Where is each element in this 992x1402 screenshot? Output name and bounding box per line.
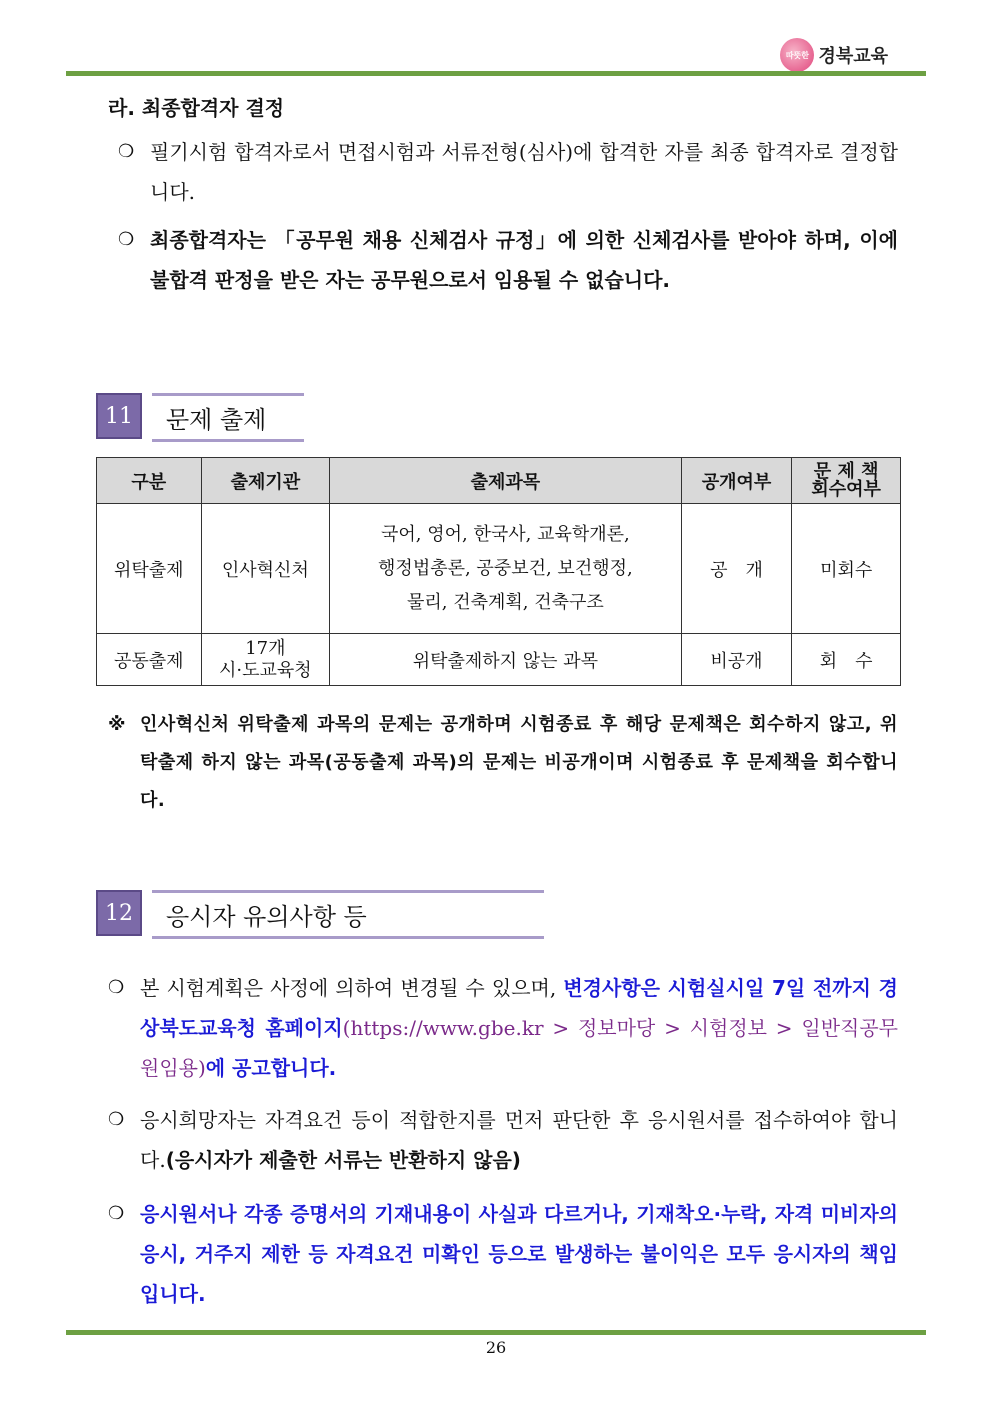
org-line: 17개	[245, 637, 286, 659]
col-header-line: 회수여부	[811, 478, 881, 500]
subject-line: 국어, 영어, 한국사, 교육학개론,	[381, 523, 630, 545]
cell-subjects	[330, 504, 682, 634]
col-header: 출제기관	[201, 458, 330, 504]
header-rule	[66, 71, 926, 76]
cell-open: 비공개	[681, 634, 792, 686]
section-number: 11	[96, 393, 142, 439]
section-title: 응시자 유의사항 등	[152, 890, 544, 939]
cell-type: 공동출제	[97, 634, 202, 686]
cell-org	[201, 634, 330, 686]
section-12-bullet-1	[108, 968, 898, 1088]
section-la-bullet-1	[118, 132, 898, 212]
header-logo	[780, 38, 888, 72]
url-text: (https://www.gbe.kr > 정보마당 > 시험정보 > 일반직공무원임용)	[140, 1016, 898, 1080]
page-number: 26	[485, 1338, 507, 1357]
note-text: 인사혁신처 위탁출제 과목의 문제는 공개하며 시험종료 후 해당 문제책은 회수하지 않고, 위탁출제 하지 않는 과목(공동출제 과목)의 문제는 비공개이며 시험종료 후 문제책을 회수합니다.	[140, 714, 898, 811]
bullet-mark: ❍	[118, 229, 135, 250]
exam-table	[96, 457, 901, 686]
col-header: 출제과목	[330, 458, 682, 504]
plain-text: 본 시험계획은 사정에 의하여 변경될 수 있으며,	[140, 976, 564, 1000]
section-12-bullet-2	[108, 1100, 898, 1180]
subject-line: 행정법총론, 공중보건, 보건행정,	[378, 557, 633, 579]
section-11-heading	[96, 393, 304, 442]
bullet-text	[140, 968, 898, 1088]
footer-rule	[66, 1330, 926, 1335]
section-la-title: 라. 최종합격자 결정	[108, 96, 285, 120]
highlight-text: 에 공고합니다.	[205, 1056, 337, 1080]
section-11-note	[108, 706, 898, 820]
org-line: 시·도교육청	[219, 659, 312, 681]
cell-subjects: 위탁출제하지 않는 과목	[330, 634, 682, 686]
logo-badge-icon: 따뜻한	[780, 38, 814, 72]
cell-open: 공 개	[681, 504, 792, 634]
section-la-bullet-2	[118, 220, 898, 300]
bullet-text: 최종합격자는 「공무원 채용 신체검사 규정」에 의한 신체검사를 받아야 하며, 이에 불합격 판정을 받은 자는 공무원으로서 임용될 수 없습니다.	[150, 228, 898, 292]
cell-type: 위탁출제	[97, 504, 202, 634]
bullet-mark: ❍	[108, 1109, 125, 1130]
bold-text: (응시자가 제출한 서류는 반환하지 않음)	[165, 1148, 521, 1172]
table-header-row	[97, 458, 901, 504]
bullet-text	[140, 1100, 898, 1180]
table-row	[97, 634, 901, 686]
bullet-mark: ❍	[118, 141, 135, 162]
col-header-line: 문 제 책	[813, 460, 879, 482]
bullet-mark: ❍	[108, 977, 125, 998]
table-row	[97, 504, 901, 634]
logo-text: 경북교육	[818, 46, 888, 67]
section-number: 12	[96, 890, 142, 936]
cell-org: 인사혁신처	[201, 504, 330, 634]
section-12-heading	[96, 890, 544, 939]
col-header	[792, 458, 901, 504]
col-header: 공개여부	[681, 458, 792, 504]
bullet-text: 응시원서나 각종 증명서의 기재내용이 사실과 다르거나, 기재착오·누락, 자격 미비자의 응시, 거주지 제한 등 자격요건 미확인 등으로 발생하는 불이익은 모두 응시자의 책임입니다.	[140, 1202, 898, 1306]
section-12-bullet-3	[108, 1194, 898, 1314]
subject-line: 물리, 건축계획, 건축구조	[406, 591, 604, 613]
section-title: 문제 출제	[152, 393, 304, 442]
cell-collect: 회 수	[792, 634, 901, 686]
col-header: 구분	[97, 458, 202, 504]
highlight-text: 변경사항은 시험실시일 7일 전까지 경상북도교육청 홈페이지	[140, 976, 898, 1040]
cell-collect: 미회수	[792, 504, 901, 634]
plain-text: 응시희망자는 자격요건 등이 적합한지를 먼저 판단한 후 응시원서를 접수하여야 합니다.	[140, 1108, 898, 1172]
bullet-mark: ❍	[108, 1203, 125, 1224]
note-mark: ※	[108, 714, 126, 735]
bullet-text: 필기시험 합격자로서 면접시험과 서류전형(심사)에 합격한 자를 최종 합격자로 결정합니다.	[150, 140, 898, 204]
